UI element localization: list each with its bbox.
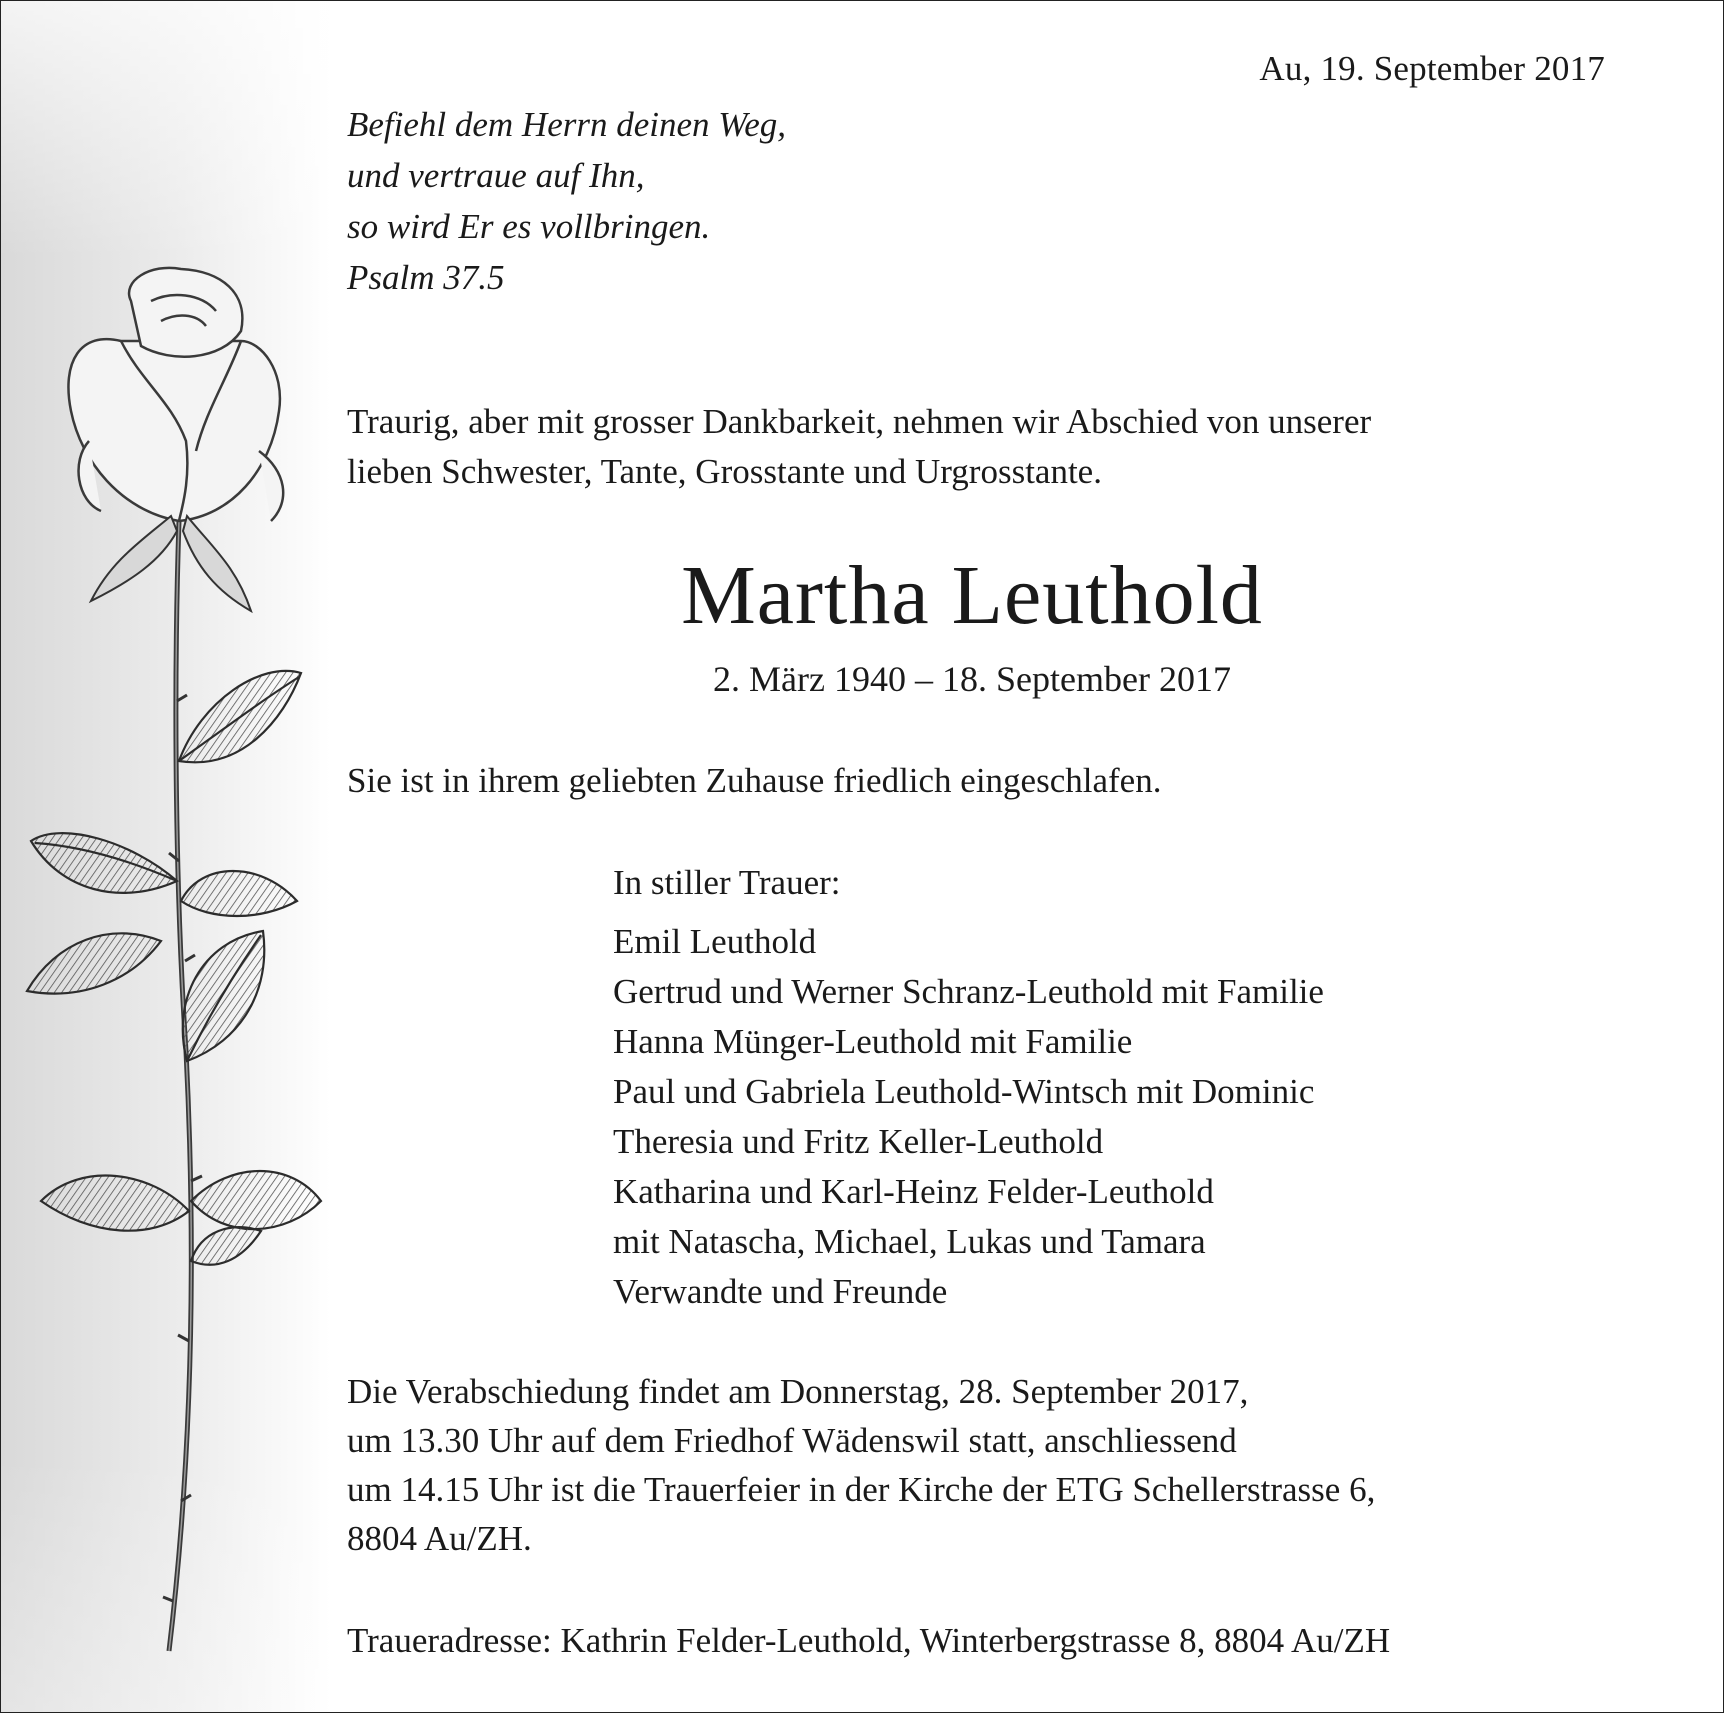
mourners-list	[613, 917, 1324, 1317]
mourner-entry: Verwandte und Freunde	[613, 1272, 948, 1311]
intro-paragraph	[347, 397, 1637, 497]
mourner-entry: Katharina und Karl-Heinz Felder-Leuthold	[613, 1172, 1214, 1211]
mourning-address: Traueradresse: Kathrin Felder-Leuthold, Winterbergstrasse 8, 8804 Au/ZH	[347, 1621, 1391, 1660]
mourner-entry: Paul und Gabriela Leuthold-Wintsch mit Dominic	[613, 1072, 1315, 1111]
service-line: 8804 Au/ZH.	[347, 1519, 532, 1558]
verse-reference: Psalm 37.5	[347, 258, 505, 297]
mourner-entry: Emil Leuthold	[613, 922, 817, 961]
peace-statement: Sie ist in ihrem geliebten Zuhause friedlich eingeschlafen.	[347, 761, 1162, 800]
intro-line: lieben Schwester, Tante, Grosstante und Urgrosstante.	[347, 452, 1102, 491]
mourner-entry: mit Natascha, Michael, Lukas und Tamara	[613, 1222, 1206, 1261]
mourner-entry: Hanna Münger-Leuthold mit Familie	[613, 1022, 1133, 1061]
deceased-lifespan: 2. März 1940 – 18. September 2017	[713, 659, 1231, 699]
service-details	[347, 1367, 1375, 1563]
verse-line: Befiehl dem Herrn deinen Weg,	[347, 105, 787, 144]
notice-date-place: Au, 19. September 2017	[1259, 49, 1605, 88]
rose-illustration	[1, 1, 331, 1712]
verse-line: so wird Er es vollbringen.	[347, 207, 711, 246]
mourners-label: In stiller Trauer:	[613, 863, 841, 902]
mourner-entry: Gertrud und Werner Schranz-Leuthold mit Familie	[613, 972, 1324, 1011]
deceased-name: Martha Leuthold	[681, 549, 1263, 642]
mourner-entry: Theresia und Fritz Keller-Leuthold	[613, 1122, 1104, 1161]
service-line: um 13.30 Uhr auf dem Friedhof Wädenswil statt, anschliessend	[347, 1421, 1237, 1460]
service-line: Die Verabschiedung findet am Donnerstag, 28. September 2017,	[347, 1372, 1249, 1411]
bible-verse	[347, 99, 786, 303]
intro-line: Traurig, aber mit grosser Dankbarkeit, nehmen wir Abschied von unserer	[347, 402, 1372, 441]
verse-line: und vertraue auf Ihn,	[347, 156, 645, 195]
service-line: um 14.15 Uhr ist die Trauerfeier in der Kirche der ETG Schellerstrasse 6,	[347, 1470, 1376, 1509]
